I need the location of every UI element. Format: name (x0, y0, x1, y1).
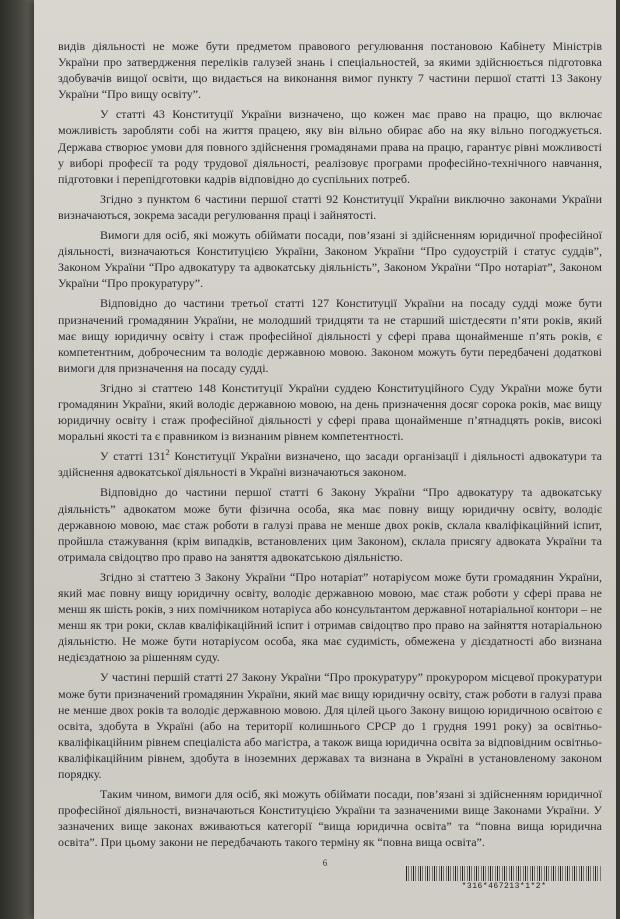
paragraph: Відповідно до частини першої статті 6 Закону України “Про адвокатуру та адвокатську діяльність” адвокатом може бути фізична особа, яка має повну вищу юридичну освіту, володіє державною мовою, має стаж роботи в галузі права не менше двох років, склала кваліфікаційний іспит, пройшла стажування (крім випадків, встановлених цим Законом), склала присягу адвоката України та отримала свідоцтво про право на заняття адвокатською діяльністю. (58, 485, 602, 564)
paragraph: Таким чином, вимоги для осіб, які можуть обіймати посади, пов’язані зі здійсненням юридичної професійної діяльності, визначаються Конституцією України та зазначеними вище Законами України. У зазначених вище законах вживаються категорії “вища юридична освіта” та “повна вища юридична освіта”. При цьому закони не передбачають такого терміну як “повна вища освіта”. (58, 787, 602, 850)
document-page (34, 0, 616, 919)
paragraph: Вимоги для осіб, які можуть обіймати посади, пов’язані зі здійсненням юридичної професійної діяльності, визначаються Конституцією України, Законом України “Про судоустрій і статус суддів”, Законом України “Про адвокатуру та адвокатську діяльність”, Законом України “Про нотаріат”, Законом України “Про прокуратуру”. (58, 228, 602, 291)
paragraph: Згідно зі статтею 148 Конституції України суддею Конституційного Суду України може бути громадянин України, який володіє державною мовою, на день призначення досяг сорока років, має вищу юридичну освіту і стаж професійної діяльності у сфері права щонайменше п’ятнадцять років, високі моральні якості та є правником із визнаним рівнем компетентності. (58, 380, 602, 444)
barcode-text: *316*467213*1*2* (461, 882, 547, 891)
paragraph: Відповідно до частини третьої статті 127 Конституції України на посаду судді може бути призначений громадянин України, не молодший тридцяти та не старший шістдесяти п’яти років, який має вищу юридичну освіту і стаж професійної діяльності у сфері права щонайменше п’ять років, є компетентним, доброчесним та володіє державною мовою. Законом можуть бути передбачені додаткові вимоги для призначення на посаду судді. (58, 296, 602, 375)
paragraph: У статті 43 Конституції України визначено, що кожен має право на працю, що включає можливість заробляти собі на життя працею, яку він вільно обирає або на яку вільно погоджується. Держава створює умови для повного здійснення громадянами права на працю, гарантує рівні можливості у виборі професії та роду трудової діяльності, реалізовує програми професійно-технічного навчання, підготовки і перепідготовки кадрів відповідно до суспільних потреб. (58, 107, 602, 186)
barcode (406, 866, 602, 891)
document-body (58, 38, 602, 855)
paragraph: У частині першій статті 27 Закону України “Про прокуратуру” прокурором місцевої прокуратури може бути призначений громадянин України, який має вищу юридичну освіту, стаж роботи в галузі права не менше двох років та володіє державною мовою. Для цілей цього Закону вищою юридичною освітою є освіта, здобута в Україні (або на території колишнього СРСР до 1 грудня 1991 року) за освітньо-кваліфікаційним рівнем спеціаліста або магістра, а також вища юридична освіта за відповідним освітньо-кваліфікаційним рівнем, здобута в іноземних державах та визнана в Україні в установленому законом порядку. (58, 670, 602, 782)
paragraph-article-131-2 (58, 448, 602, 480)
paragraph-text-start: У статті 131 (100, 449, 166, 464)
barcode-bars (406, 866, 602, 881)
paragraph: Згідно зі статтею 3 Закону України “Про нотаріат” нотаріусом може бути громадянин України, який має повну вищу юридичну освіту, володіє державною мовою, має стаж роботи у сфері права не менш як шість років, з них помічником нотаріуса або консультантом державної нотаріальної контори – не менш як три роки, склав кваліфікаційний іспит і отримав свідоцтво про право на зайняття нотаріальною діяльністю. Не може бути нотаріусом особа, яка має судимість, обмежена у дієздатності або визнана недієздатною за рішенням суду. (58, 569, 602, 665)
book-spine-shadow (0, 0, 36, 919)
paragraph-text-end: Конституції України визначено, що засади організації і діяльності адвокатури та здійснення адвокатської діяльності в Україні визначаються законом. (58, 449, 602, 480)
paragraph: Згідно з пунктом 6 частини першої статті 92 Конституції України виключно законами України визначаються, зокрема засади регулювання праці і зайнятості. (58, 191, 602, 222)
paragraph: видів діяльності не може бути предметом правового регулювання постановою Кабінету Міністрів України про затвердження переліків галузей знань і спеціальностей, за якими здійснюється підготовка здобувачів вищої освіти, що видається на виконання вимог пункту 7 частини першої статті 13 Закону України “Про вищу освіту”. (58, 39, 602, 102)
superscript-index: 2 (165, 448, 170, 458)
page-number: 6 (322, 858, 328, 868)
